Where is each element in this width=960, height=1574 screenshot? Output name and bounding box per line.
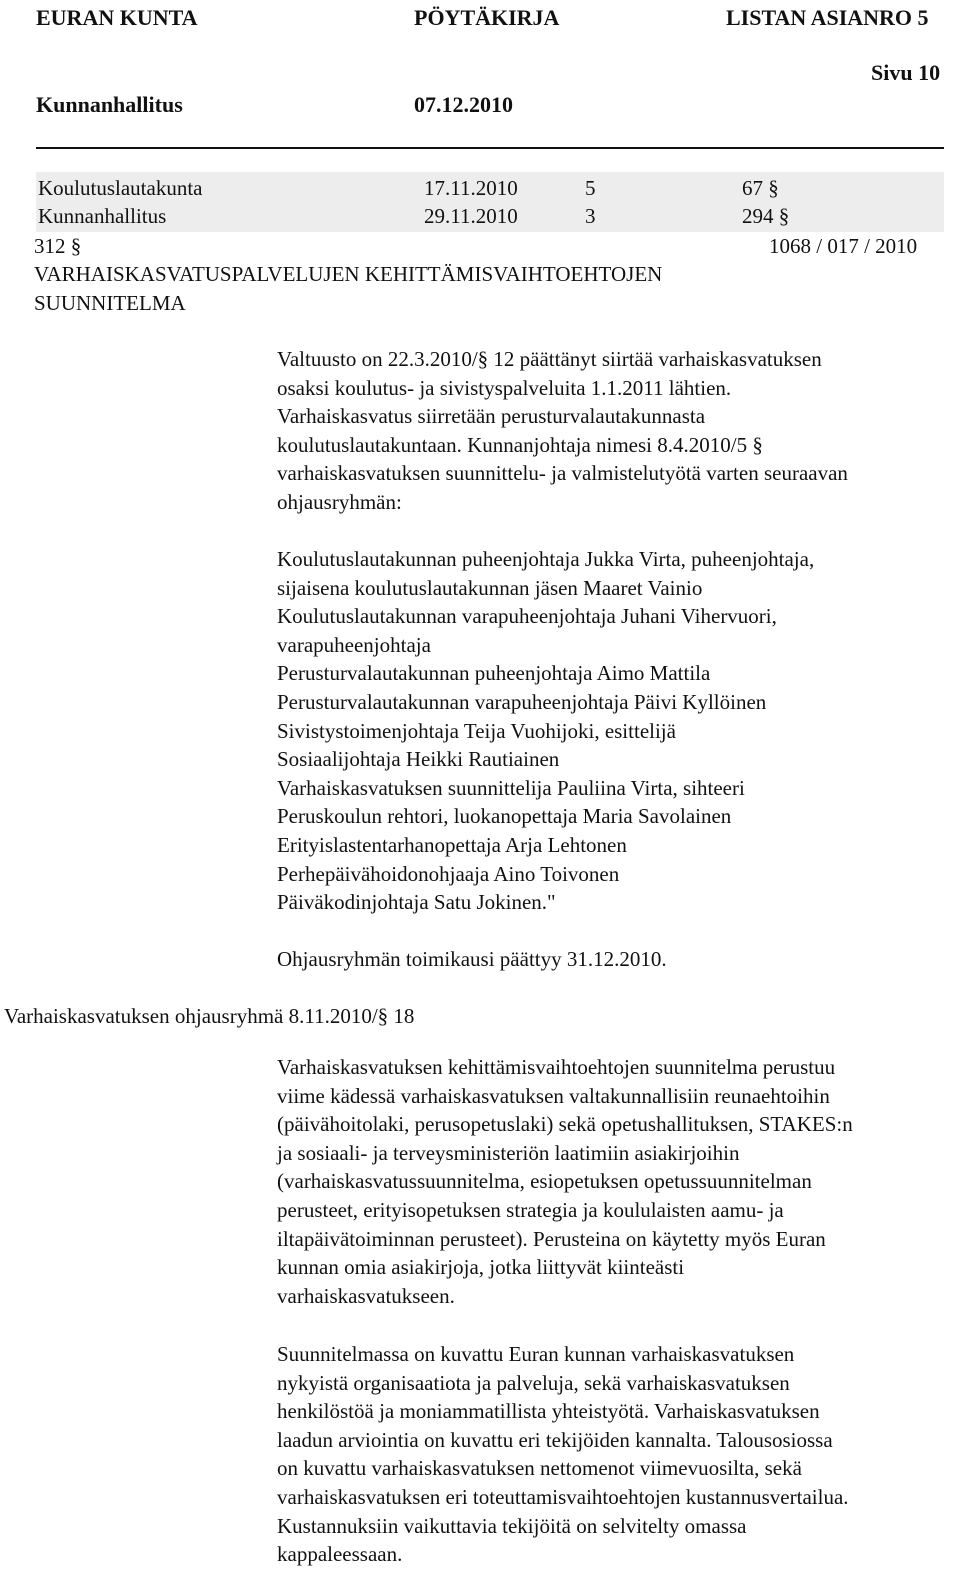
- text-line: Varhaiskasvatus siirretään perusturvalautakunnasta: [277, 404, 706, 429]
- member-line: Sosiaalijohtaja Heikki Rautiainen: [277, 747, 560, 772]
- item-title-line: SUUNNITELMA: [34, 291, 186, 315]
- text-line: Suunnitelmassa on kuvattu Euran kunnan varhaiskasvatuksen: [277, 1342, 795, 1366]
- intro-paragraph: [277, 345, 957, 517]
- section-label: Varhaiskasvatuksen ohjausryhmä 8.11.2010/§ 18: [4, 1004, 415, 1028]
- text-line: Valtuusto on 22.3.2010/§ 12 päättänyt siirtää varhaiskasvatuksen: [277, 347, 822, 371]
- text-line: on kuvattu varhaiskasvatuksen nettomenot viimevuosilta, sekä: [277, 1456, 802, 1481]
- history-item: 3: [585, 204, 596, 228]
- text-line: kunnan omia asiakirjoja, jotka liittyvät kiinteästi: [277, 1255, 685, 1280]
- member-line: Peruskoulun rehtori, luokanopettaja Maria Savolainen: [277, 804, 732, 829]
- text-line: (päivähoitolaki, perusopetuslaki) sekä opetushallituksen, STAKES:n: [277, 1112, 853, 1137]
- meeting-date: 07.12.2010: [414, 92, 513, 117]
- text-line: ohjausryhmän:: [277, 489, 402, 514]
- member-line: sijaisena koulutuslautakunnan jäsen Maaret Vainio: [277, 575, 703, 600]
- member-line: Koulutuslautakunnan puheenjohtaja Jukka Virta, puheenjohtaja,: [277, 547, 815, 571]
- plan-content-paragraph: [277, 1340, 957, 1569]
- history-date: 17.11.2010: [424, 176, 518, 200]
- page-number: Sivu 10: [871, 60, 941, 85]
- text-line: viime kädessä varhaiskasvatuksen valtakunnallisiin reunaehtoihin: [277, 1083, 830, 1108]
- history-section: 294 §: [742, 204, 790, 228]
- text-line: nykyistä organisaatiota ja palveluja, sekä varhaiskasvatuksen: [277, 1370, 790, 1395]
- item-title-line: VARHAISKASVATUSPALVELUJEN KEHITTÄMISVAIHTOEHTOJEN: [34, 262, 663, 286]
- municipality-name: EURAN KUNTA: [36, 5, 198, 30]
- text-line: osaksi koulutus- ja sivistyspalveluita 1.1.2011 lähtien.: [277, 375, 732, 400]
- text-line: varhaiskasvatuksen eri toteuttamisvaihtoehtojen kustannusvertailua.: [277, 1484, 849, 1509]
- term-statement: Ohjausryhmän toimikausi päättyy 31.12.2010.: [277, 947, 667, 971]
- text-line: koulutuslautakuntaan. Kunnanjohtaja nimesi 8.4.2010/5 §: [277, 432, 763, 457]
- history-body: Koulutuslautakunta: [38, 176, 203, 200]
- text-line: laadun arviointia on kuvattu eri tekijöiden kannalta. Talousosiossa: [277, 1427, 833, 1452]
- history-section: 67 §: [742, 176, 779, 200]
- text-line: ja sosiaali- ja terveysministeriön laatimiin asiakirjoihin: [277, 1140, 740, 1165]
- agenda-item-label: LISTAN ASIANRO 5: [726, 5, 929, 30]
- header-divider: [36, 147, 944, 149]
- member-line: Perusturvalautakunnan varapuheenjohtaja Päivi Kyllöinen: [277, 689, 767, 714]
- meeting-body: Kunnanhallitus: [36, 92, 183, 117]
- record-number: 1068 / 017 / 2010: [769, 234, 918, 258]
- document-type: PÖYTÄKIRJA: [414, 5, 560, 30]
- text-line: varhaiskasvatuksen suunnittelu- ja valmistelutyötä varten seuraavan: [277, 461, 848, 486]
- member-line: Varhaiskasvatuksen suunnittelija Pauliina Virta, sihteeri: [277, 775, 745, 800]
- history-date: 29.11.2010: [424, 204, 518, 228]
- text-line: Kustannuksiin vaikuttavia tekijöitä on selvitelty omassa: [277, 1513, 747, 1538]
- member-line: Sivistystoimenjohtaja Teija Vuohijoki, esittelijä: [277, 718, 676, 743]
- plan-basis-paragraph: [277, 1053, 957, 1310]
- member-line: Erityislastentarhanopettaja Arja Lehtonen: [277, 832, 627, 857]
- text-line: iltapäivätoiminnan perusteet). Perusteina on käytetty myös Euran: [277, 1226, 826, 1251]
- member-line: Perhepäivähoidonohjaaja Aino Toivonen: [277, 861, 620, 886]
- member-line: varapuheenjohtaja: [277, 632, 431, 657]
- text-line: varhaiskasvatukseen.: [277, 1283, 455, 1308]
- history-item: 5: [585, 176, 596, 200]
- history-body: Kunnanhallitus: [38, 204, 167, 228]
- text-line: perusteet, erityisopetuksen strategia ja koululaisten aamu- ja: [277, 1197, 784, 1222]
- member-line: Päiväkodinjohtaja Satu Jokinen.": [277, 890, 556, 915]
- text-line: (varhaiskasvatussuunnitelma, esiopetuksen opetussuunnitelman: [277, 1169, 812, 1194]
- member-line: Perusturvalautakunnan puheenjohtaja Aimo Mattila: [277, 661, 711, 686]
- text-line: kappaleessaan.: [277, 1542, 403, 1567]
- text-line: henkilöstöä ja moniammatillista yhteistyötä. Varhaiskasvatuksen: [277, 1399, 820, 1424]
- item-number: 312 §: [34, 234, 82, 258]
- steering-group-members: [277, 545, 957, 917]
- member-line: Koulutuslautakunnan varapuheenjohtaja Juhani Vihervuori,: [277, 604, 777, 629]
- text-line: Varhaiskasvatuksen kehittämisvaihtoehtojen suunnitelma perustuu: [277, 1055, 836, 1079]
